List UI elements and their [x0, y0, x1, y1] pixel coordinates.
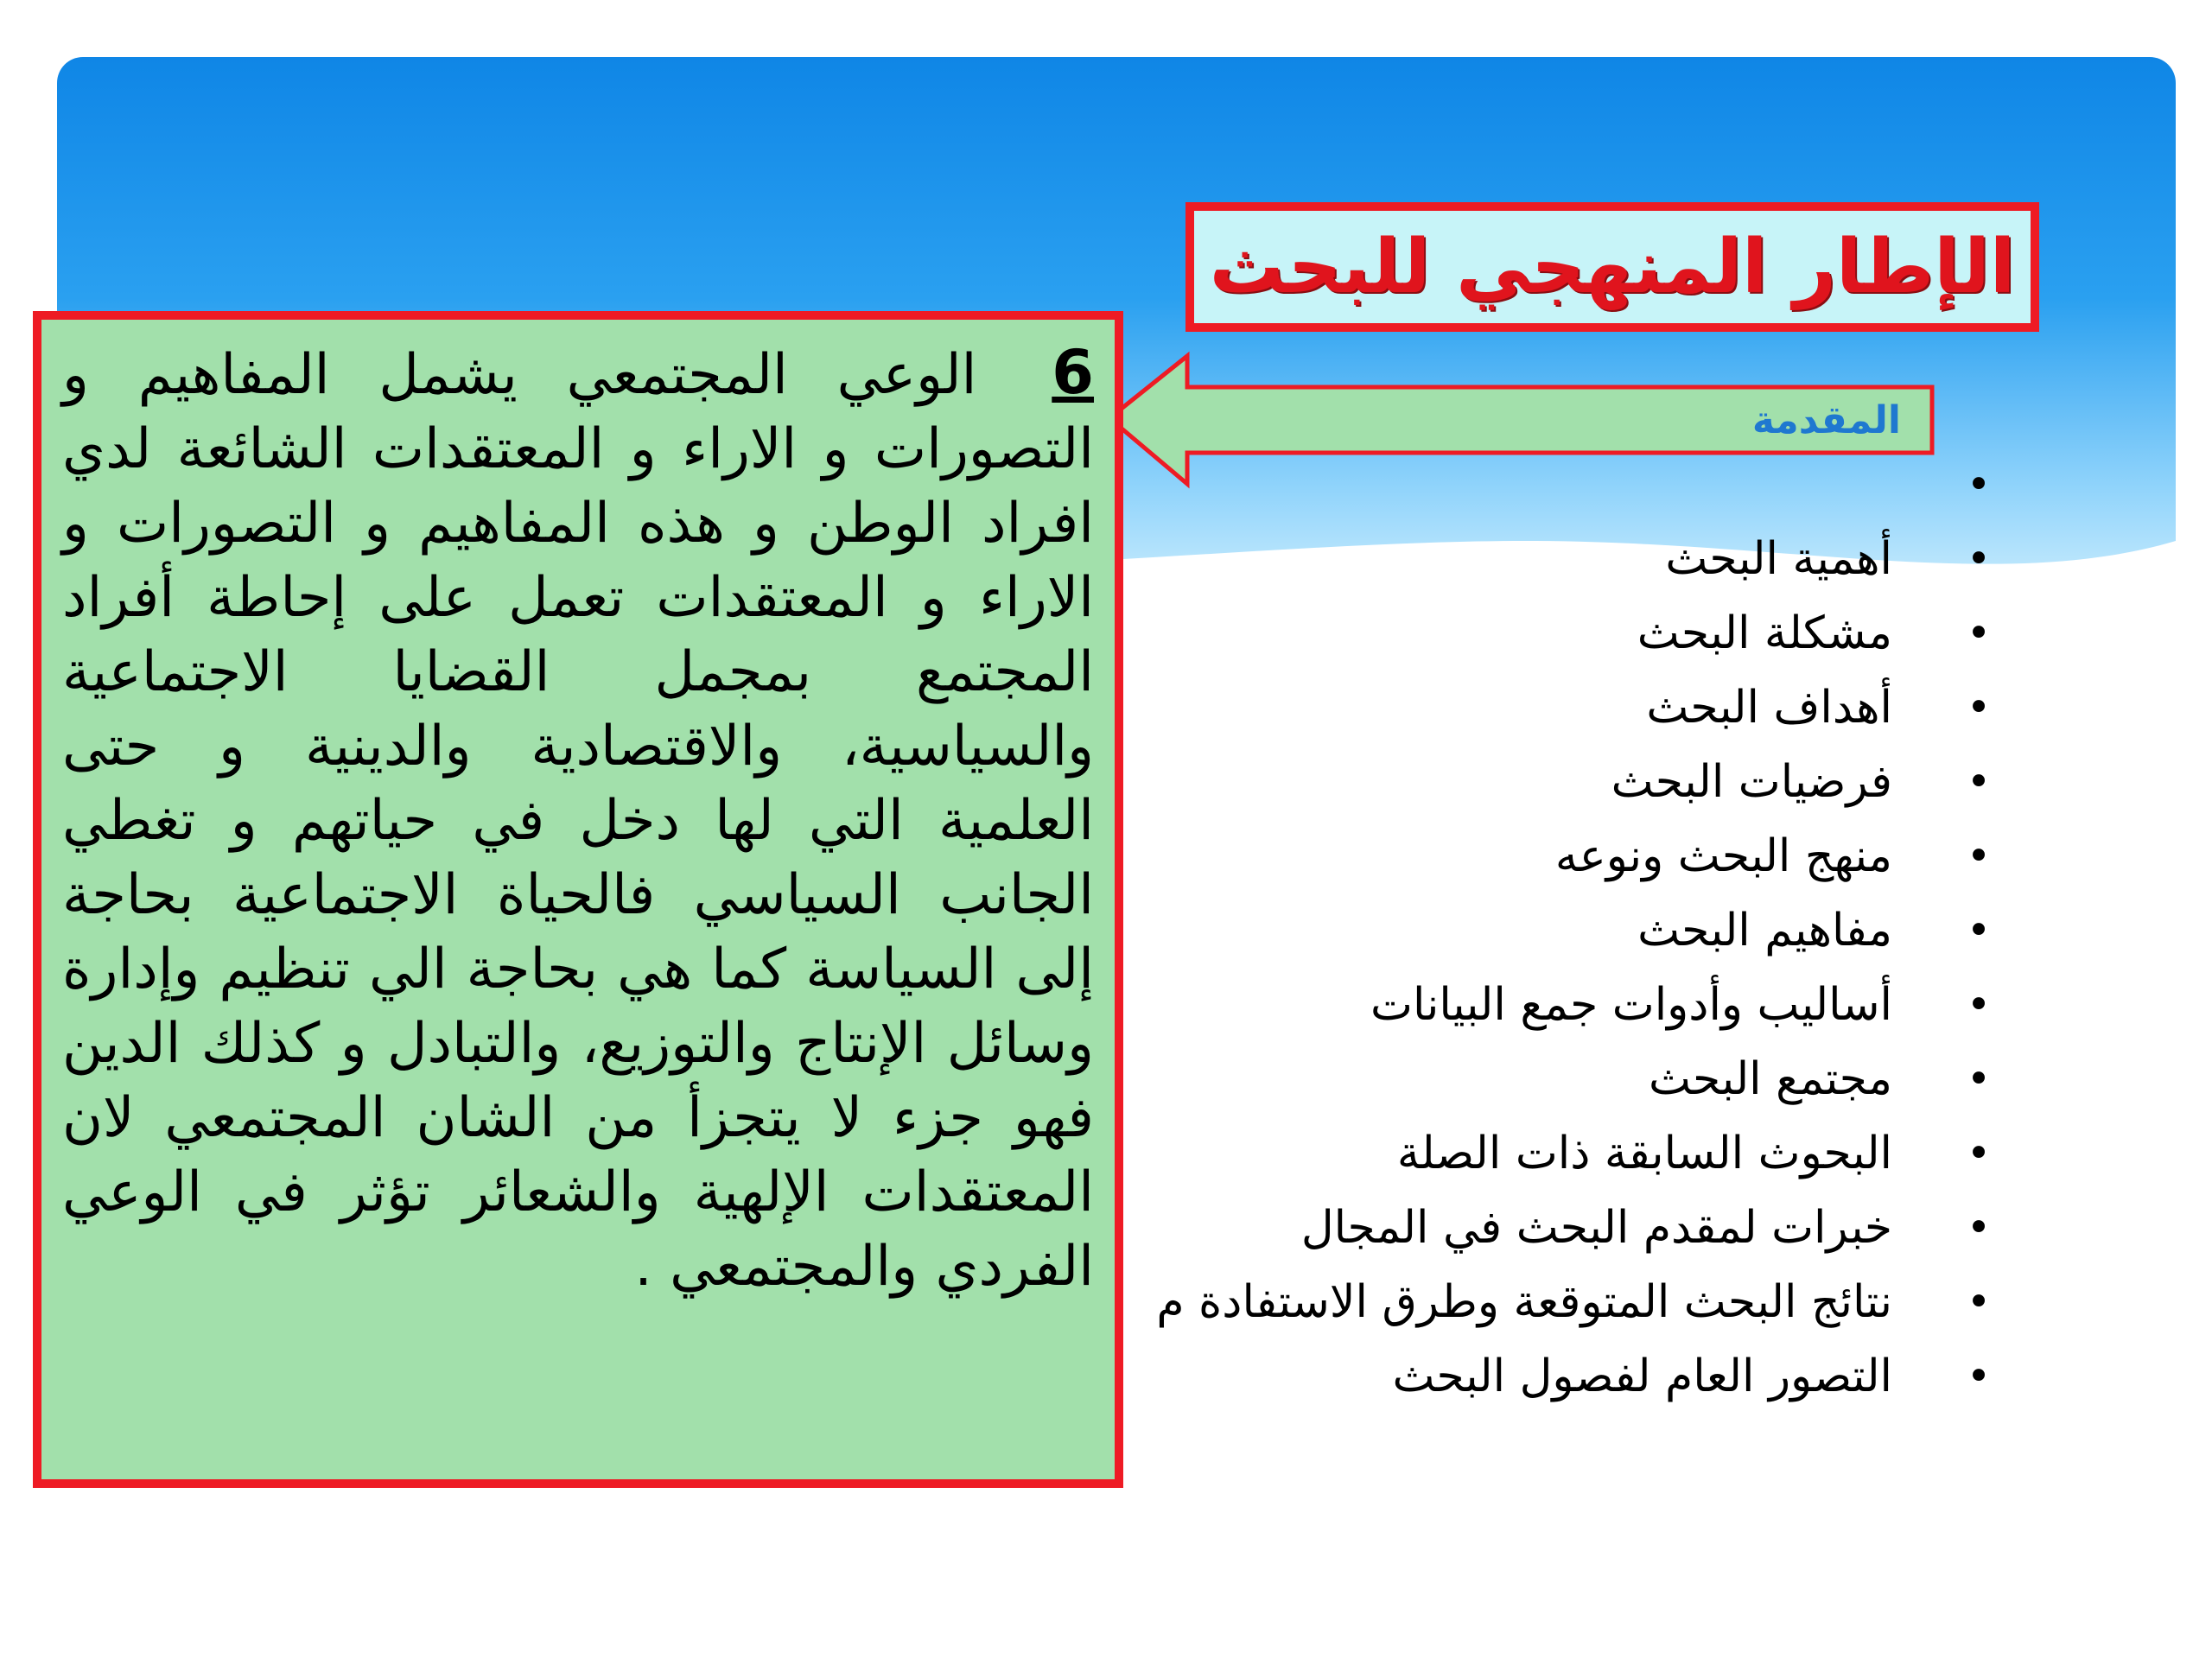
topic-label: أهمية البحث — [1665, 533, 1892, 585]
bullet-icon: • — [1966, 1278, 1992, 1326]
topic-label: أهداف البحث — [1646, 682, 1892, 734]
topic-label: أساليب وأدوات جمع البيانات — [1370, 979, 1892, 1031]
topic-item[interactable] — [1046, 596, 1996, 671]
topic-item[interactable] — [1046, 1042, 1996, 1116]
bullet-icon: • — [1966, 1129, 1992, 1178]
topic-label: خبرات لمقدم البحث في المجال — [1300, 1202, 1892, 1254]
topic-item[interactable] — [1046, 819, 1996, 893]
topic-label: فرضيات البحث — [1611, 756, 1892, 808]
bullet-icon: • — [1966, 981, 1992, 1029]
topic-label: البحوث السابقة ذات الصلة — [1396, 1128, 1892, 1179]
bullet-icon: • — [1966, 906, 1992, 955]
item-number: 6 — [1052, 337, 1095, 408]
topic-item[interactable] — [1046, 1116, 1996, 1191]
topic-item[interactable] — [1046, 1191, 1996, 1265]
topic-label: مشكلة البحث — [1637, 607, 1892, 659]
bullet-icon: • — [1966, 1352, 1992, 1401]
topic-label: مفاهيم البحث — [1637, 905, 1892, 957]
bullet-icon: • — [1966, 461, 1992, 509]
topic-label: التصور العام لفصول البحث — [1392, 1351, 1892, 1402]
topic-item[interactable] — [1046, 671, 1996, 745]
content-body: الوعي المجتمعي يشمل المفاهيم و التصورات و الاراء و المعتقدات الشائعة لدي افراد الوطن و هذه المفاهيم و التصورات و الاراء و المعتقدات تعمل على إحاطة أفراد المجتمع بمجمل القضايا الاجتماعية والسياسية، والاقتصادية والدينية و حتى العلمية التي لها دخل في حياتهم و تغطي الجانب السياسي فالحياة الاجتماعية بحاجة إلى السياسة كما هي بحاجة الي تنظيم وإدارة وسائل الإنتاج والتوزيع، والتبادل و كذلك الدين فهو جزء لا يتجزأ من الشان المجتمعي لان المعتقدات الإلهية والشعائر تؤثر في الوعي الفردي والمجتمعي . — [62, 343, 1094, 1299]
highlighted-topic[interactable]: المقدمة — [1751, 398, 1901, 442]
topic-item[interactable] — [1046, 893, 1996, 968]
bullet-icon: • — [1966, 609, 1992, 658]
topic-item[interactable] — [1046, 745, 1996, 819]
topic-item-highlighted[interactable] — [1046, 448, 1996, 522]
topic-item[interactable] — [1046, 968, 1996, 1042]
title-box — [1185, 202, 2039, 332]
topic-item[interactable] — [1046, 1339, 1996, 1414]
bullet-icon: • — [1966, 1055, 1992, 1103]
topic-label: نتائج البحث المتوقعة وطرق الاستفادة م — [1156, 1276, 1892, 1328]
content-paragraph — [62, 335, 1094, 1304]
topics-list — [1046, 448, 1996, 1414]
bullet-icon: • — [1966, 683, 1992, 732]
topic-label: مجتمع البحث — [1649, 1053, 1892, 1105]
content-box — [33, 311, 1123, 1488]
bullet-icon: • — [1966, 535, 1992, 583]
bullet-icon: • — [1966, 758, 1992, 806]
bullet-icon: • — [1966, 1204, 1992, 1252]
topic-label: منهج البحث ونوعه — [1554, 830, 1892, 882]
topic-item[interactable] — [1046, 522, 1996, 596]
topic-item[interactable] — [1046, 1265, 1996, 1339]
slide-title: الإطار المنهجي للبحث — [1209, 224, 2016, 310]
bullet-icon: • — [1966, 832, 1992, 880]
